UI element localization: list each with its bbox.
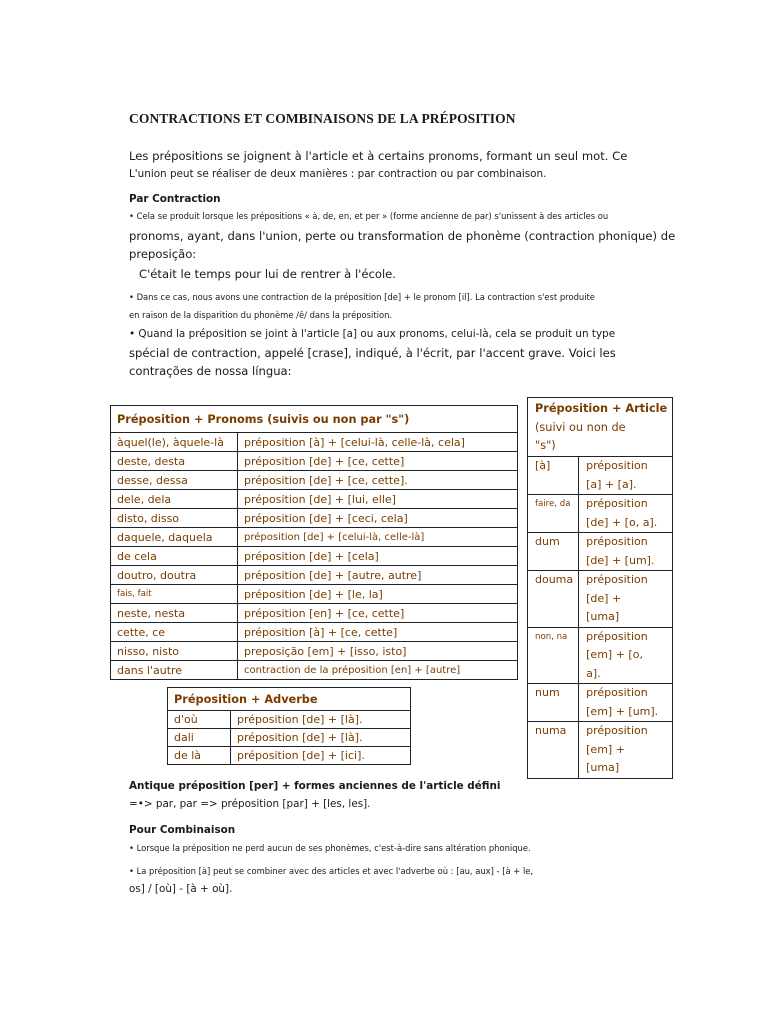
table-row — [111, 585, 518, 604]
table-cell-form: d'où — [168, 711, 231, 729]
table-cell-form: non, na — [528, 627, 579, 684]
contraction-bullet-1-cont-2: preposição: — [129, 247, 197, 261]
table-cell-desc: preposição [em] + [isso, isto] — [238, 642, 518, 661]
table-row — [111, 661, 518, 680]
desc-line: préposition — [586, 724, 648, 737]
adverbe-table — [167, 687, 411, 765]
table-cell-desc: préposition [de] + [ce, cette]. — [238, 471, 518, 490]
table-cell-desc: préposition [de] + [cela] — [238, 547, 518, 566]
contraction-bullet-3-line-2: spécial de contraction, appelé [crase], indiqué, à l'écrit, par l'accent grave. Voici les — [129, 346, 616, 360]
example-sentence: C'était le temps pour lui de rentrer à l'école. — [139, 267, 396, 281]
table-row — [111, 604, 518, 623]
desc-line: préposition — [586, 497, 648, 510]
desc-line: [em] + [o, — [586, 648, 643, 661]
table-row — [111, 509, 518, 528]
table-cell-form: numa — [528, 722, 579, 779]
table-cell-form: de cela — [111, 547, 238, 566]
table-cell-form: doutro, doutra — [111, 566, 238, 585]
table-row — [111, 566, 518, 585]
table-cell-desc: préposition [de] + [le, la] — [238, 585, 518, 604]
article-table — [527, 397, 673, 779]
desc-line: [em] + [um]. — [586, 704, 659, 718]
desc-line: [de] + [o, a]. — [586, 515, 658, 529]
table-row — [528, 722, 673, 779]
intro-line-1: Les prépositions se joignent à l'article et à certains pronoms, formant un seul mot. Ce — [129, 149, 628, 163]
article-table-header — [528, 398, 673, 457]
desc-line: [em] + — [586, 742, 625, 756]
table-row — [168, 711, 411, 729]
desc-line: [de] + — [586, 591, 622, 605]
table-row — [111, 528, 518, 547]
table-row — [111, 471, 518, 490]
table-cell-desc: préposition [de] + [ce, cette] — [238, 452, 518, 471]
contraction-bullet-2-line-2: en raison de la disparition du phonème /ê/ dans la préposition. — [129, 310, 393, 320]
table-row — [528, 627, 673, 684]
article-table-header-line-1: Préposition + Article — [535, 402, 668, 415]
article-table-header-line-2: (suivi ou non de — [535, 420, 626, 434]
desc-line: [uma] — [586, 610, 620, 623]
desc-line: [uma] — [586, 761, 620, 774]
table-cell-form: cette, ce — [111, 623, 238, 642]
table-cell-form: nisso, nisto — [111, 642, 238, 661]
desc-line: préposition — [586, 459, 648, 472]
contraction-heading: Par Contraction — [129, 193, 221, 205]
contraction-bullet-1: • Cela se produit lorsque les prépositions « à, de, en, et per » (forme ancienne de par) s'unissent à des articles ou — [129, 211, 609, 221]
table-cell-desc — [579, 627, 673, 684]
table-cell-form: dele, dela — [111, 490, 238, 509]
table-cell-form: douma — [528, 571, 579, 628]
table-cell-desc: préposition [de] + [celui-là, celle-là] — [238, 528, 518, 547]
table-cell-form: dali — [168, 729, 231, 747]
intro-line-2: L'union peut se réaliser de deux manières : par contraction ou par combinaison. — [129, 168, 547, 180]
table-cell-desc: contraction de la préposition [en] + [autre] — [238, 661, 518, 680]
desc-line: préposition — [586, 629, 648, 643]
desc-line: [de] + [um]. — [586, 553, 655, 567]
table-row — [168, 747, 411, 765]
table-row — [111, 452, 518, 471]
table-cell-form: àquel(le), àquele-là — [111, 433, 238, 452]
table-cell-form: desse, dessa — [111, 471, 238, 490]
table-cell-desc: préposition [de] + [autre, autre] — [238, 566, 518, 585]
table-cell-desc — [579, 457, 673, 495]
combinaison-heading: Pour Combinaison — [129, 824, 236, 836]
desc-line: a]. — [586, 666, 601, 680]
table-row — [528, 684, 673, 722]
table-row — [111, 642, 518, 661]
table-cell-form: fais, fait — [111, 585, 238, 604]
table-cell-desc: préposition [à] + [celui-là, celle-là, cela] — [238, 433, 518, 452]
table-cell-desc: préposition [de] + [ceci, cela] — [238, 509, 518, 528]
table-cell-desc — [579, 722, 673, 779]
table-row — [111, 490, 518, 509]
combinaison-bullet-2-line-1: • La préposition [à] peut se combiner avec des articles et avec l'adverbe où : [au, aux] - [à + le, — [129, 866, 534, 876]
table-row — [111, 547, 518, 566]
table-cell-form: faire, da — [528, 495, 579, 533]
table-row — [111, 433, 518, 452]
table-cell-form: deste, desta — [111, 452, 238, 471]
table-cell-form: dum — [528, 533, 579, 571]
table-cell-form: num — [528, 684, 579, 722]
desc-line: préposition — [586, 573, 648, 586]
table-row — [528, 495, 673, 533]
table-cell-desc — [579, 684, 673, 722]
antique-heading: Antique préposition [per] + formes anciennes de l'article défini — [129, 780, 501, 792]
contraction-bullet-2-line-1: • Dans ce cas, nous avons une contraction de la préposition [de] + le pronom [il]. La contraction s'est produite — [129, 292, 595, 302]
table-cell-desc: préposition [en] + [ce, cette] — [238, 604, 518, 623]
table-cell-desc: préposition [de] + [ici]. — [231, 747, 411, 765]
table-row — [111, 623, 518, 642]
combinaison-bullet-1: • Lorsque la préposition ne perd aucun de ses phonèmes, c'est-à-dire sans altération phonique. — [129, 843, 531, 853]
table-row — [528, 457, 673, 495]
table-cell-form: disto, disso — [111, 509, 238, 528]
table-cell-desc: préposition [de] + [là]. — [231, 729, 411, 747]
desc-line: préposition — [586, 686, 648, 699]
table-cell-desc — [579, 533, 673, 571]
contraction-bullet-3-line-1: • Quand la préposition se joint à l'article [a] ou aux pronoms, celui-là, cela se produit un type — [129, 328, 616, 340]
table-cell-desc: préposition [de] + [là]. — [231, 711, 411, 729]
table-cell-form: neste, nesta — [111, 604, 238, 623]
desc-line: [a] + [a]. — [586, 477, 637, 491]
table-cell-form: daquele, daquela — [111, 528, 238, 547]
contraction-bullet-1-cont-1: pronoms, ayant, dans l'union, perte ou transformation de phonème (contraction phonique) de — [129, 229, 676, 243]
table-cell-form: de là — [168, 747, 231, 765]
table-cell-desc: préposition [à] + [ce, cette] — [238, 623, 518, 642]
table-cell-form: dans l'autre — [111, 661, 238, 680]
page-title: CONTRACTIONS ET COMBINAISONS DE LA PRÉPOSITION — [129, 111, 516, 126]
table-cell-desc — [579, 495, 673, 533]
pronoms-table — [110, 405, 518, 680]
pronoms-table-header: Préposition + Pronoms (suivis ou non par "s") — [111, 406, 518, 433]
table-row — [528, 533, 673, 571]
table-cell-form: [à] — [528, 457, 579, 495]
combinaison-bullet-2-line-2: os] / [où] - [à + où]. — [129, 883, 233, 895]
article-table-header-line-3: "s") — [535, 439, 556, 452]
table-cell-desc: préposition [de] + [lui, elle] — [238, 490, 518, 509]
table-row — [528, 571, 673, 628]
contraction-bullet-3-line-3: contrações de nossa língua: — [129, 364, 292, 378]
desc-line: préposition — [586, 535, 648, 548]
adverbe-table-header: Préposition + Adverbe — [168, 688, 411, 711]
antique-line: =•> par, par => préposition [par] + [les, les]. — [129, 798, 371, 810]
table-row — [168, 729, 411, 747]
table-cell-desc — [579, 571, 673, 628]
